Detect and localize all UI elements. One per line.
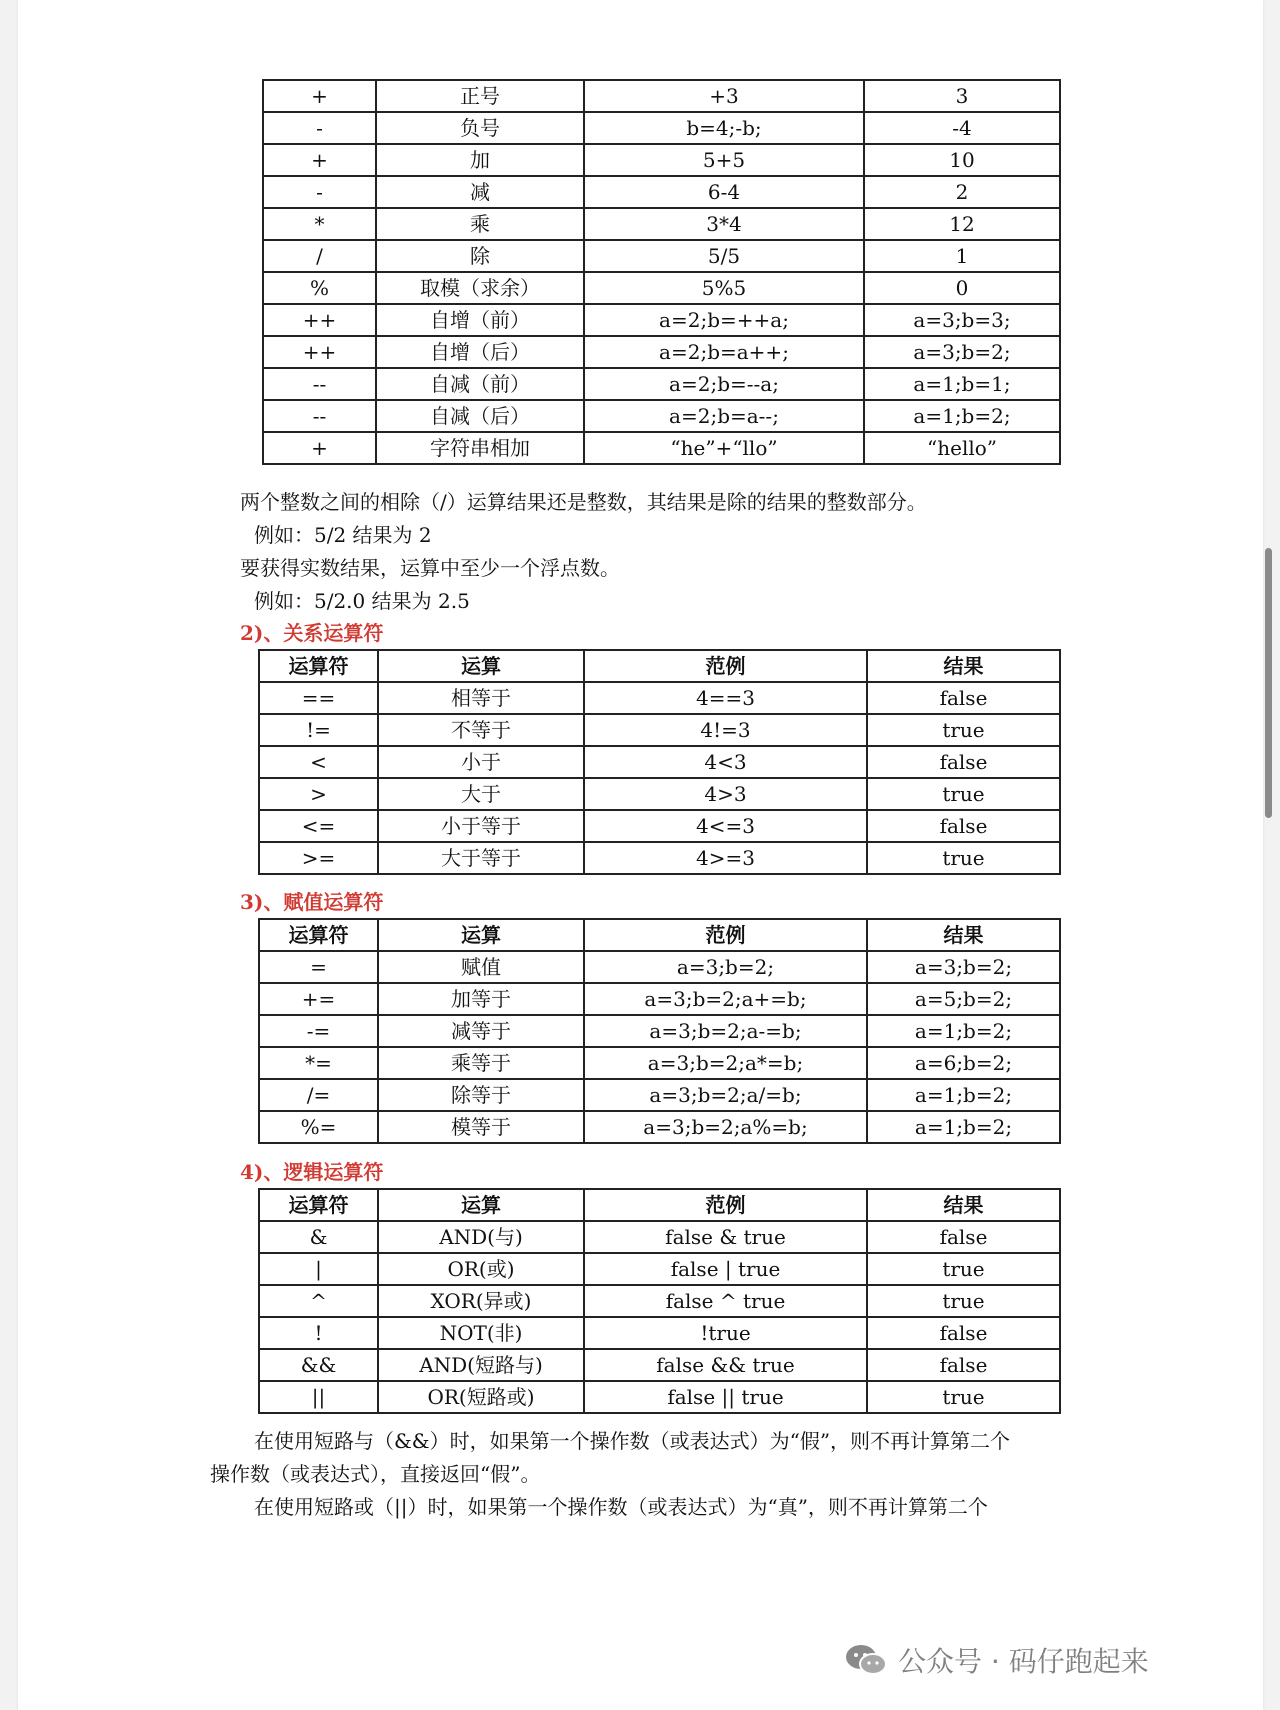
- table-cell: 加等于: [378, 983, 584, 1015]
- table-cell: 4<=3: [584, 810, 867, 842]
- table-row: [259, 682, 1060, 714]
- table-cell: ||: [259, 1381, 378, 1413]
- table-cell: a=1;b=2;: [864, 400, 1060, 432]
- table-cell: +: [263, 144, 376, 176]
- division-rule-text: 两个整数之间的相除（/）运算结果还是整数，其结果是除的结果的整数部分。: [240, 490, 927, 514]
- table-cell: +: [263, 432, 376, 464]
- table-cell: 4>=3: [584, 842, 867, 874]
- column-header: 运算符: [259, 650, 378, 682]
- table-row: [263, 80, 1060, 112]
- column-header: 运算: [378, 1189, 584, 1221]
- table-cell: 赋值: [378, 951, 584, 983]
- table-cell: 乘等于: [378, 1047, 584, 1079]
- table-cell: 减等于: [378, 1015, 584, 1047]
- logical-operators-table: [258, 1188, 1061, 1414]
- table-cell: <=: [259, 810, 378, 842]
- table-cell: !=: [259, 714, 378, 746]
- logical-section-title: 4)、逻辑运算符: [240, 1160, 384, 1184]
- table-row: [259, 983, 1060, 1015]
- table-cell: true: [867, 778, 1060, 810]
- table-row: [259, 810, 1060, 842]
- table-cell: AND(短路与): [378, 1349, 584, 1381]
- table-cell: -: [263, 176, 376, 208]
- table-cell: 3: [864, 80, 1060, 112]
- table-cell: 正号: [376, 80, 584, 112]
- table-cell: false: [867, 810, 1060, 842]
- table-row: [259, 778, 1060, 810]
- table-cell: a=1;b=2;: [867, 1111, 1060, 1143]
- table-cell: 4>3: [584, 778, 867, 810]
- table-cell: 减: [376, 176, 584, 208]
- table-row: [259, 951, 1060, 983]
- short-circuit-and-text-line2: 操作数（或表达式），直接返回“假”。: [210, 1462, 541, 1486]
- table-row: [259, 1079, 1060, 1111]
- table-cell: +: [263, 80, 376, 112]
- column-header: 结果: [867, 650, 1060, 682]
- table-cell: !: [259, 1317, 378, 1349]
- table-cell: 自减（后）: [376, 400, 584, 432]
- table-cell: 5/5: [584, 240, 864, 272]
- table-cell: false | true: [584, 1253, 867, 1285]
- table-cell: 4==3: [584, 682, 867, 714]
- table-row: [259, 1221, 1060, 1253]
- table-header-row: [259, 650, 1060, 682]
- table-cell: a=3;b=2;a/=b;: [584, 1079, 867, 1111]
- table-cell: false && true: [584, 1349, 867, 1381]
- table-cell: 12: [864, 208, 1060, 240]
- table-cell: false: [867, 746, 1060, 778]
- float-example-text: 例如：5/2.0 结果为 2.5: [254, 589, 470, 613]
- table-cell: ==: [259, 682, 378, 714]
- table-row: [259, 1285, 1060, 1317]
- document-page: [18, 0, 1263, 1710]
- table-row: [259, 714, 1060, 746]
- table-cell: “hello”: [864, 432, 1060, 464]
- table-cell: 取模（求余）: [376, 272, 584, 304]
- table-cell: 自增（前）: [376, 304, 584, 336]
- table-cell: a=1;b=1;: [864, 368, 1060, 400]
- table-cell: 除等于: [378, 1079, 584, 1111]
- table-cell: a=2;b=++a;: [584, 304, 864, 336]
- table-cell: 5%5: [584, 272, 864, 304]
- table-cell: a=2;b=a++;: [584, 336, 864, 368]
- table-row: [259, 1253, 1060, 1285]
- table-cell: <: [259, 746, 378, 778]
- table-row: [259, 1381, 1060, 1413]
- table-cell: OR(短路或): [378, 1381, 584, 1413]
- table-cell: |: [259, 1253, 378, 1285]
- table-cell: 乘: [376, 208, 584, 240]
- table-row: [263, 368, 1060, 400]
- table-row: [259, 1047, 1060, 1079]
- table-cell: &: [259, 1221, 378, 1253]
- table-cell: -4: [864, 112, 1060, 144]
- table-cell: 自减（前）: [376, 368, 584, 400]
- table-row: [263, 112, 1060, 144]
- table-cell: ^: [259, 1285, 378, 1317]
- table-cell: a=3;b=2;: [584, 951, 867, 983]
- table-cell: *: [263, 208, 376, 240]
- wechat-icon: [844, 1643, 888, 1677]
- table-cell: a=3;b=2;a-=b;: [584, 1015, 867, 1047]
- table-cell: +=: [259, 983, 378, 1015]
- table-cell: 字符串相加: [376, 432, 584, 464]
- table-cell: *=: [259, 1047, 378, 1079]
- table-cell: false: [867, 1317, 1060, 1349]
- table-cell: 小于: [378, 746, 584, 778]
- table-cell: a=1;b=2;: [867, 1079, 1060, 1111]
- table-cell: =: [259, 951, 378, 983]
- table-cell: >=: [259, 842, 378, 874]
- table-cell: false: [867, 1221, 1060, 1253]
- table-cell: “he”+“llo”: [584, 432, 864, 464]
- table-cell: /=: [259, 1079, 378, 1111]
- table-cell: false & true: [584, 1221, 867, 1253]
- table-row: [263, 144, 1060, 176]
- table-cell: 0: [864, 272, 1060, 304]
- table-cell: a=1;b=2;: [867, 1015, 1060, 1047]
- column-header: 运算符: [259, 919, 378, 951]
- table-row: [259, 1015, 1060, 1047]
- table-cell: 2: [864, 176, 1060, 208]
- table-cell: a=5;b=2;: [867, 983, 1060, 1015]
- table-cell: >: [259, 778, 378, 810]
- table-row: [259, 1111, 1060, 1143]
- table-cell: b=4;-b;: [584, 112, 864, 144]
- table-row: [263, 240, 1060, 272]
- table-cell: false: [867, 1349, 1060, 1381]
- table-cell: 3*4: [584, 208, 864, 240]
- column-header: 运算: [378, 919, 584, 951]
- table-cell: 大于: [378, 778, 584, 810]
- table-cell: 自增（后）: [376, 336, 584, 368]
- table-cell: true: [867, 1253, 1060, 1285]
- table-cell: false || true: [584, 1381, 867, 1413]
- table-cell: ++: [263, 304, 376, 336]
- table-cell: 模等于: [378, 1111, 584, 1143]
- table-cell: a=6;b=2;: [867, 1047, 1060, 1079]
- table-cell: --: [263, 368, 376, 400]
- table-cell: 5+5: [584, 144, 864, 176]
- table-cell: !true: [584, 1317, 867, 1349]
- column-header: 结果: [867, 919, 1060, 951]
- table-row: [263, 176, 1060, 208]
- table-cell: ++: [263, 336, 376, 368]
- table-row: [263, 304, 1060, 336]
- table-cell: --: [263, 400, 376, 432]
- table-cell: 相等于: [378, 682, 584, 714]
- column-header: 运算: [378, 650, 584, 682]
- assignment-section-title: 3)、赋值运算符: [240, 890, 384, 914]
- table-cell: 10: [864, 144, 1060, 176]
- table-cell: a=2;b=a--;: [584, 400, 864, 432]
- table-cell: 加: [376, 144, 584, 176]
- table-cell: a=3;b=2;: [864, 336, 1060, 368]
- table-cell: &&: [259, 1349, 378, 1381]
- vertical-scrollbar[interactable]: [1265, 548, 1272, 818]
- table-row: [259, 746, 1060, 778]
- table-cell: 4<3: [584, 746, 867, 778]
- column-header: 范例: [584, 919, 867, 951]
- table-cell: XOR(异或): [378, 1285, 584, 1317]
- table-cell: 不等于: [378, 714, 584, 746]
- table-cell: %=: [259, 1111, 378, 1143]
- table-cell: true: [867, 842, 1060, 874]
- short-circuit-and-text-line1: 在使用短路与（&&）时，如果第一个操作数（或表达式）为“假”，则不再计算第二个: [254, 1429, 1011, 1453]
- table-header-row: [259, 1189, 1060, 1221]
- table-row: [259, 1317, 1060, 1349]
- table-cell: true: [867, 1381, 1060, 1413]
- table-header-row: [259, 919, 1060, 951]
- table-cell: 4!=3: [584, 714, 867, 746]
- table-cell: a=3;b=3;: [864, 304, 1060, 336]
- table-cell: false ^ true: [584, 1285, 867, 1317]
- assignment-operators-table: [258, 918, 1061, 1144]
- table-cell: 负号: [376, 112, 584, 144]
- table-cell: NOT(非): [378, 1317, 584, 1349]
- relational-section-title: 2)、关系运算符: [240, 621, 384, 645]
- table-cell: OR(或): [378, 1253, 584, 1285]
- table-cell: true: [867, 1285, 1060, 1317]
- table-cell: false: [867, 682, 1060, 714]
- watermark-text: 公众号 · 码仔跑起来: [898, 1645, 1149, 1678]
- relational-operators-table: [258, 649, 1061, 875]
- table-cell: 1: [864, 240, 1060, 272]
- arithmetic-operators-table: [262, 79, 1061, 465]
- float-rule-text: 要获得实数结果，运算中至少一个浮点数。: [240, 556, 620, 580]
- table-cell: a=3;b=2;a*=b;: [584, 1047, 867, 1079]
- table-cell: -=: [259, 1015, 378, 1047]
- watermark: [844, 1643, 1149, 1677]
- table-row: [259, 1349, 1060, 1381]
- table-row: [263, 336, 1060, 368]
- table-row: [263, 400, 1060, 432]
- table-cell: %: [263, 272, 376, 304]
- table-cell: +3: [584, 80, 864, 112]
- table-cell: true: [867, 714, 1060, 746]
- column-header: 运算符: [259, 1189, 378, 1221]
- table-cell: 小于等于: [378, 810, 584, 842]
- table-cell: 6-4: [584, 176, 864, 208]
- column-header: 结果: [867, 1189, 1060, 1221]
- table-cell: a=3;b=2;a+=b;: [584, 983, 867, 1015]
- table-row: [259, 842, 1060, 874]
- table-row: [263, 272, 1060, 304]
- table-cell: a=3;b=2;a%=b;: [584, 1111, 867, 1143]
- table-cell: a=2;b=--a;: [584, 368, 864, 400]
- table-cell: a=3;b=2;: [867, 951, 1060, 983]
- table-row: [263, 432, 1060, 464]
- table-cell: /: [263, 240, 376, 272]
- division-example-text: 例如：5/2 结果为 2: [254, 523, 432, 547]
- column-header: 范例: [584, 1189, 867, 1221]
- table-cell: -: [263, 112, 376, 144]
- short-circuit-or-text-line1: 在使用短路或（||）时，如果第一个操作数（或表达式）为“真”，则不再计算第二个: [254, 1495, 988, 1519]
- table-cell: 大于等于: [378, 842, 584, 874]
- table-row: [263, 208, 1060, 240]
- table-cell: AND(与): [378, 1221, 584, 1253]
- column-header: 范例: [584, 650, 867, 682]
- table-cell: 除: [376, 240, 584, 272]
